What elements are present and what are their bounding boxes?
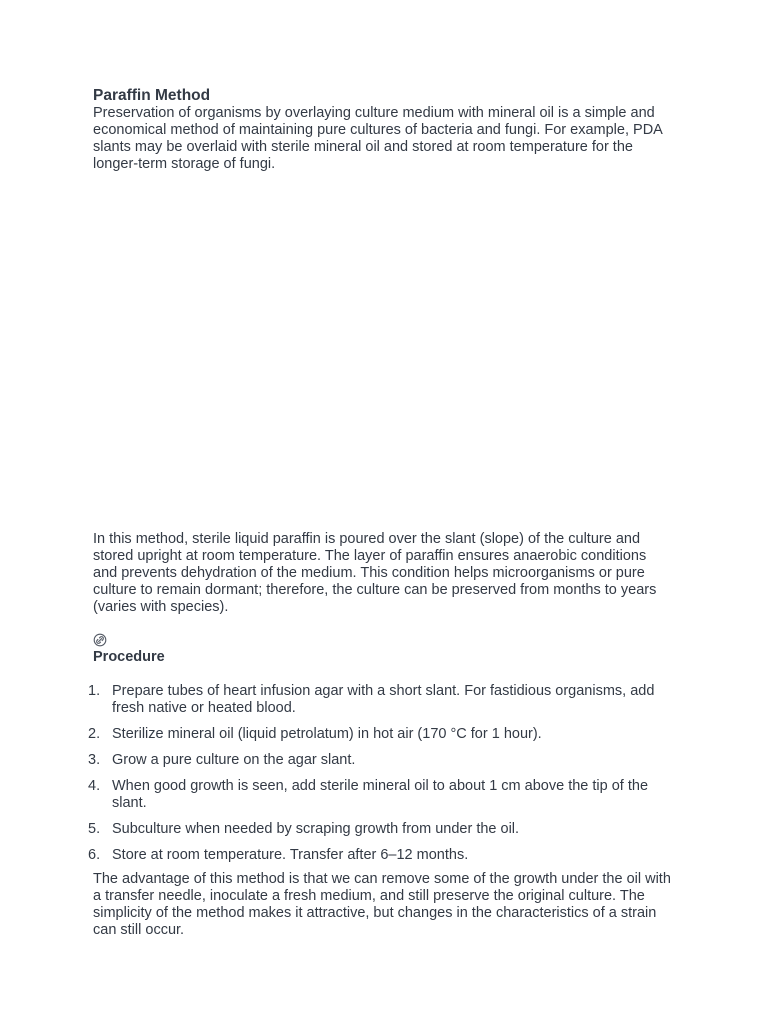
list-item (88, 778, 673, 812)
step-text: When good growth is seen, add sterile mineral oil to about 1 cm above the tip of the slant. (112, 778, 649, 811)
step-number: 2. (88, 726, 101, 742)
link-icon[interactable] (93, 633, 107, 647)
document-page (88, 86, 673, 939)
list-item (88, 726, 673, 743)
step-number: 3. (88, 752, 101, 768)
step-text: Sterilize mineral oil (liquid petrolatum) in hot air (170 °C for 1 hour). (112, 726, 542, 742)
section-title: Paraffin Method (93, 87, 211, 104)
conclusion-paragraph: The advantage of this method is that we can remove some of the growth under the oil with a transfer needle, inoculate a fresh medium, and still preserve the original culture. The simplicity of the method makes it attractive, but changes in the characteristics of a strain can still occur. (93, 871, 671, 938)
step-number: 5. (88, 821, 101, 837)
list-item (88, 821, 673, 838)
procedure-list (88, 683, 673, 864)
list-item (88, 847, 673, 864)
step-text: Prepare tubes of heart infusion agar with a short slant. For fastidious organisms, add fresh native or heated blood. (112, 683, 655, 716)
step-text: Store at room temperature. Transfer after 6–12 months. (112, 847, 469, 863)
procedure-heading: Procedure (93, 649, 165, 665)
step-text: Grow a pure culture on the agar slant. (112, 752, 356, 768)
list-item (88, 752, 673, 769)
blank-area (93, 173, 673, 531)
intro-paragraph: Preservation of organisms by overlaying culture medium with mineral oil is a simple and economical method of maintaining pure cultures of bacteria and fungi. For example, PDA slants may be overlaid with sterile mineral oil and stored at room temperature for the longer-term storage of fungi. (93, 105, 663, 172)
step-number: 6. (88, 847, 101, 863)
step-text: Subculture when needed by scraping growth from under the oil. (112, 821, 520, 837)
list-item (88, 683, 673, 717)
step-number: 1. (88, 683, 101, 699)
description-paragraph: In this method, sterile liquid paraffin is poured over the slant (slope) of the culture and stored upright at room temperature. The layer of paraffin ensures anaerobic conditions and prevents dehydration of the medium. This condition helps microorganisms or pure culture to remain dormant; therefore, the culture can be preserved from months to years (varies with species). (93, 531, 657, 615)
step-number: 4. (88, 778, 101, 794)
